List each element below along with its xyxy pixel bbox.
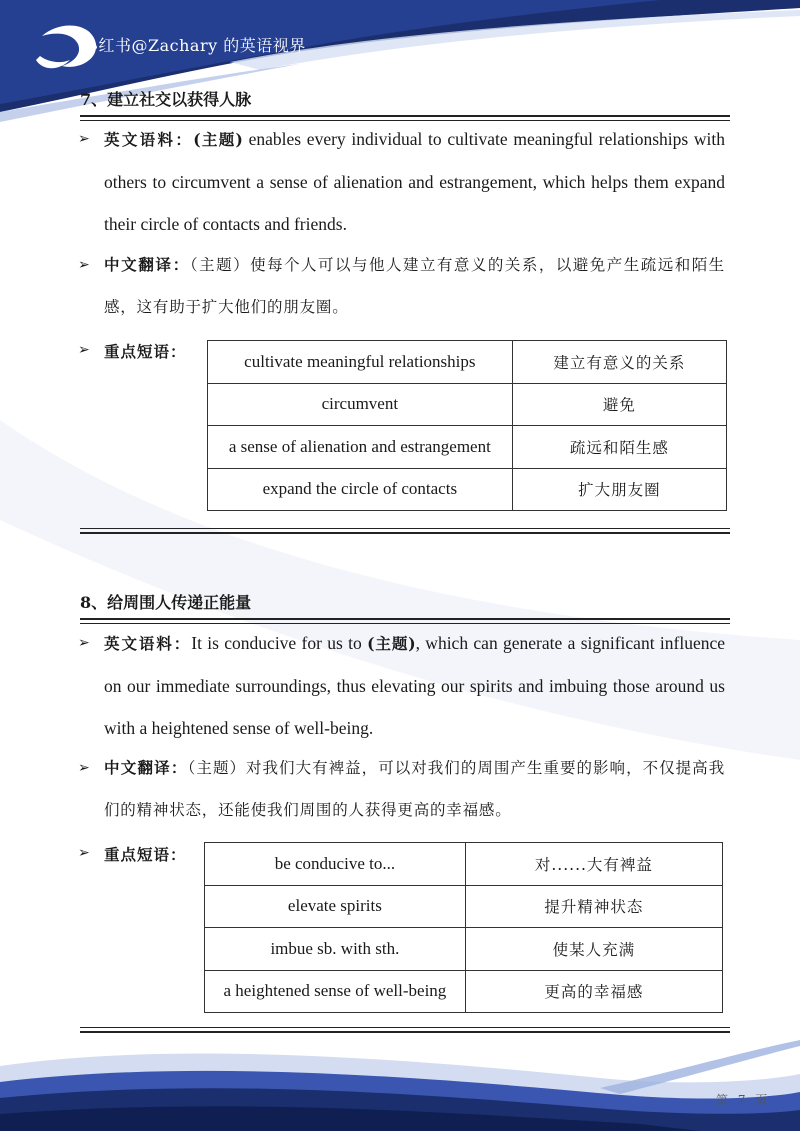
phrase-chinese: 扩大朋友圈 bbox=[512, 468, 726, 511]
section-divider bbox=[80, 528, 730, 534]
topic-marker: (主题) bbox=[367, 634, 416, 653]
table-row bbox=[205, 843, 723, 886]
chinese-translation bbox=[104, 747, 725, 831]
table-row bbox=[208, 341, 727, 384]
phrase-english: expand the circle of contacts bbox=[208, 468, 513, 511]
topic-marker: (主题) bbox=[193, 130, 243, 149]
table-row bbox=[208, 426, 727, 469]
chinese-text: （主题）使每个人可以与他人建立有意义的关系，以避免产生疏远和陌生感，这有助于扩大他们的朋友圈。 bbox=[104, 256, 725, 316]
english-prefix: It is conducive for us to bbox=[191, 633, 362, 653]
phrases-label: 重点短语： bbox=[104, 342, 187, 361]
phrases-table bbox=[207, 340, 727, 511]
table-row bbox=[208, 468, 727, 511]
phrase-chinese: 更高的幸福感 bbox=[465, 970, 722, 1013]
section-title: 7、建立社交以获得人脉 bbox=[80, 90, 252, 109]
chinese-text: （主题）对我们大有裨益，可以对我们的周围产生重要的影响，不仅提高我们的精神状态，还能使我们周围的人获得更高的幸福感。 bbox=[104, 759, 725, 819]
chinese-label: 中文翻译： bbox=[104, 758, 188, 777]
phrase-chinese: 使某人充满 bbox=[465, 928, 722, 971]
english-text: , which can generate a significant influence on our immediate surroundings, thus elevating our spirits and imbuing those around us with a heightened sense of well-being. bbox=[104, 633, 725, 738]
page-number: 第 7 页 bbox=[716, 1093, 771, 1107]
arrow-bullet-icon: ➢ bbox=[78, 131, 90, 147]
phrase-english: a heightened sense of well-being bbox=[205, 970, 466, 1013]
header-brand: 小红书@Zachary 的英语视界 bbox=[82, 36, 306, 55]
phrase-chinese: 建立有意义的关系 bbox=[512, 341, 726, 384]
english-corpus bbox=[104, 622, 725, 749]
arrow-bullet-icon: ➢ bbox=[78, 845, 90, 861]
table-row bbox=[205, 970, 723, 1013]
english-label: 英文语料： bbox=[104, 634, 192, 653]
chinese-label: 中文翻译： bbox=[104, 255, 190, 274]
arrow-bullet-icon: ➢ bbox=[78, 760, 90, 776]
phrase-chinese: 对......大有裨益 bbox=[465, 843, 722, 886]
arrow-bullet-icon: ➢ bbox=[78, 342, 90, 358]
phrase-english: circumvent bbox=[208, 383, 513, 426]
arrow-bullet-icon: ➢ bbox=[78, 635, 90, 651]
phrase-chinese: 避免 bbox=[512, 383, 726, 426]
section-title: 8、给周围人传递正能量 bbox=[80, 593, 252, 612]
phrase-chinese: 提升精神状态 bbox=[465, 885, 722, 928]
phrases-label: 重点短语： bbox=[104, 845, 187, 864]
table-row bbox=[205, 928, 723, 971]
english-label: 英文语料： bbox=[104, 130, 194, 149]
phrase-english: imbue sb. with sth. bbox=[205, 928, 466, 971]
phrases-table bbox=[204, 842, 723, 1013]
english-text: enables every individual to cultivate meaningful relationships with others to circumvent a sense of alienation and estrangement, which helps them expand their circle of contacts and friends. bbox=[104, 129, 726, 234]
section-divider bbox=[80, 1027, 730, 1033]
table-row bbox=[205, 885, 723, 928]
english-corpus bbox=[104, 118, 725, 245]
table-row bbox=[208, 383, 727, 426]
phrase-english: elevate spirits bbox=[205, 885, 466, 928]
phrase-english: be conducive to... bbox=[205, 843, 466, 886]
chinese-translation bbox=[104, 244, 725, 328]
phrase-chinese: 疏远和陌生感 bbox=[512, 426, 726, 469]
arrow-bullet-icon: ➢ bbox=[78, 257, 90, 273]
phrase-english: cultivate meaningful relationships bbox=[208, 341, 513, 384]
phrase-english: a sense of alienation and estrangement bbox=[208, 426, 513, 469]
